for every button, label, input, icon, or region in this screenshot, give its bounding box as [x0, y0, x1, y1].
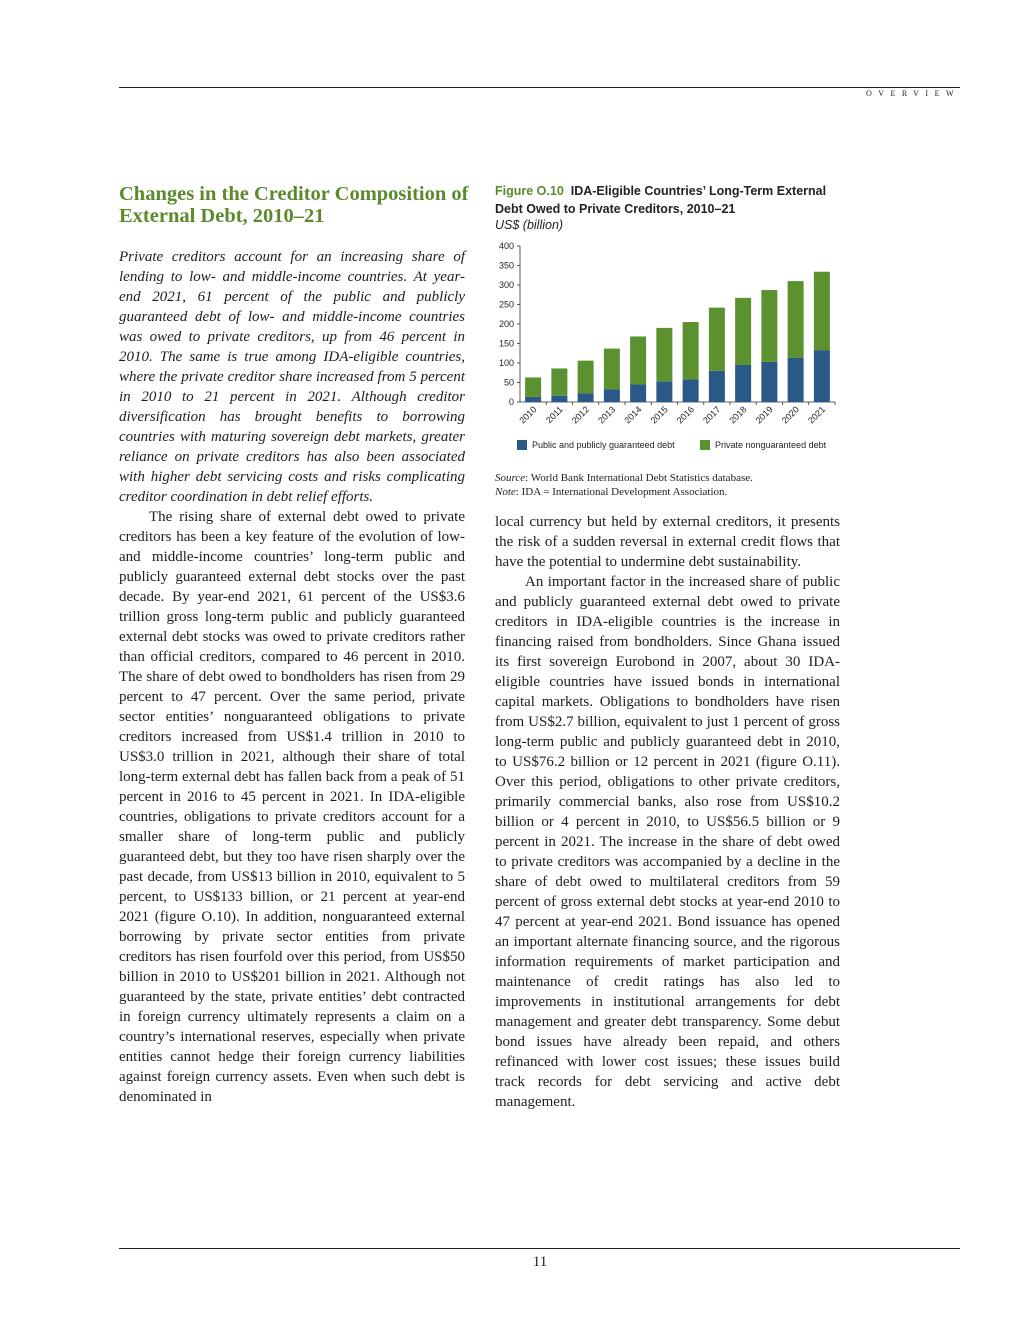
top-rule	[119, 87, 960, 88]
y-tick-label: 200	[498, 319, 514, 329]
bar-public-2017	[709, 371, 725, 402]
right-column	[495, 512, 840, 1112]
x-tick-label: 2010	[517, 404, 539, 426]
y-tick-label: 0	[508, 397, 514, 407]
figure-title-text: IDA-Eligible Countries’ Long-Term External Debt Owed to Private Creditors, 2010–21	[495, 184, 827, 216]
figure-unit: US$ (billion)	[495, 218, 564, 232]
figure-notes	[495, 471, 840, 499]
x-tick-label: 2013	[596, 404, 618, 426]
x-tick-label: 2011	[544, 404, 565, 426]
y-tick-label: 100	[498, 358, 514, 368]
legend-swatch	[517, 440, 527, 450]
bar-private-2015	[656, 328, 672, 381]
bar-public-2019	[761, 362, 777, 402]
x-tick-label: 2021	[806, 404, 828, 426]
figure-title	[495, 182, 840, 218]
bar-private-2011	[551, 368, 567, 395]
y-tick-label: 350	[498, 260, 514, 271]
bar-public-2010	[525, 397, 541, 402]
body-paragraph: The rising share of external debt owed to private creditors has been a key feature of the evolution of low- and middle-income countries’ long-term public and publicly guaranteed external debt stocks over the past decade. By year-end 2021, 61 percent of the US$3.6 trillion gross long-term public and publicly guaranteed external debt stocks was owed to private creditors rather than official creditors, compared to 46 percent in 2010. The share of debt owed to bondholders has risen from 29 percent to 47 percent. Over the same period, private sector entities’ nonguaranteed obligations to private creditors increased from US$1.4 trillion in 2010 to US$3.0 trillion in 2021, although their share of total long-term external debt has fallen back from a peak of 51 percent in 2016 to 45 percent in 2021. In IDA-eligible countries, obligations to private creditors account for a smaller share of long-term public and publicly guaranteed debt, but they too have risen sharply over the past decade, from US$13 billion in 2010, equivalent to 5 percent, to US$133 billion, or 21 percent at year-end 2021 (figure O.10). In addition, nonguaranteed external borrowing by private sector entities from private creditors has risen fourfold over this period, from US$50 billion in 2010 to US$201 billion in 2021. Although not guaranteed by the state, private entities’ debt contracted in foreign currency ultimately represents a claim on a country’s international reserves, especially when private entities cannot hedge their foreign currency liabilities against foreign currency assets. Even when such debt is denominated in	[119, 509, 465, 1105]
x-tick-label: 2020	[779, 404, 802, 426]
y-tick-label: 150	[498, 338, 514, 349]
bar-chart	[495, 236, 845, 466]
bar-private-2014	[630, 336, 646, 384]
x-tick-label: 2018	[727, 404, 749, 426]
section-heading: Changes in the Creditor Composition of External Debt, 2010–21	[119, 183, 469, 227]
bar-public-2015	[656, 381, 672, 402]
bar-public-2020	[788, 358, 804, 402]
intro-paragraph: Private creditors account for an increasing share of lending to low- and middle-income countries. At year-end 2021, 61 percent of the public and publicly guaranteed debt of low- and middle-income countries was owed to private creditors, up from 46 percent in 2010. The same is true among IDA-eligible countries, where the private creditor share increased from 5 percent in 2010 to 21 percent in 2021. Although creditor diversification has brought benefits to borrowing countries with maturing sovereign debt markets, greater reliance on private creditors has also been associated with higher debt servicing costs and risks complicating creditor coordination in debt relief efforts.	[119, 249, 465, 505]
bar-public-2016	[683, 379, 699, 402]
legend-swatch	[700, 440, 710, 450]
x-tick-label: 2016	[674, 404, 697, 426]
y-tick-label: 300	[498, 280, 514, 290]
bar-private-2013	[604, 349, 620, 390]
y-tick-label: 50	[503, 377, 514, 388]
legend-label: Private nonguaranteed debt	[715, 440, 827, 450]
bar-public-2021	[814, 350, 830, 402]
y-tick-label: 250	[498, 299, 514, 310]
body-paragraph-continued: local currency but held by external creditors, it presents the risk of a sudden reversal in external credit flows that have the potential to undermine debt sustainability.	[495, 514, 840, 570]
figure-label: Figure O.10	[495, 184, 564, 198]
page-number: 11	[532, 1254, 548, 1270]
bar-private-2012	[578, 361, 594, 394]
bar-public-2014	[630, 384, 646, 402]
y-tick-label: 400	[498, 241, 514, 251]
bar-private-2020	[788, 281, 804, 358]
bar-private-2019	[761, 290, 777, 362]
bar-public-2012	[578, 393, 594, 402]
bar-private-2010	[525, 377, 541, 397]
bar-public-2013	[604, 389, 620, 402]
left-column	[119, 247, 465, 1107]
legend-label: Public and publicly guaranteed debt	[532, 440, 675, 450]
bar-private-2016	[683, 322, 699, 379]
figure-source: Source: World Bank International Debt Statistics database.	[495, 472, 753, 484]
x-tick-label: 2019	[753, 404, 775, 426]
bar-private-2018	[735, 298, 751, 365]
x-tick-label: 2015	[648, 404, 670, 426]
figure-note: Note: IDA = International Development Association.	[495, 486, 728, 498]
running-head: OVERVIEW	[865, 89, 960, 98]
bar-private-2021	[814, 272, 830, 350]
bar-public-2011	[551, 396, 567, 402]
x-tick-label: 2012	[569, 404, 592, 426]
bottom-rule	[119, 1248, 960, 1249]
x-tick-label: 2014	[622, 404, 644, 426]
body-paragraph: An important factor in the increased share of public and publicly guaranteed external debt owed to private creditors in IDA-eligible countries is the increase in financing raised from bondholders. Since Ghana issued its first sovereign Eurobond in 2007, about 30 IDA-eligible countries have issued bonds in international capital markets. Obligations to bondholders have risen from US$2.7 billion, equivalent to just 1 percent of gross long-term public and publicly guaranteed debt in 2010, to US$76.2 billion or 12 percent in 2021 (figure O.11). Over this period, obligations to other private creditors, primarily commercial banks, also rose from US$10.2 billion or 4 percent in 2010, to US$56.5 billion or 9 percent in 2021. The increase in the share of debt owed to private creditors was accompanied by a decline in the share of debt owed to multilateral creditors from 59 percent of gross external debt stocks at year-end 2010 to 47 percent at year-end 2021. Bond issuance has opened an important alternate financing source, and the rigorous information requirements of market participation and maintenance of credit ratings has also led to improvements in institutional arrangements for debt management and greater debt transparency. Some debut bond issues have already been repaid, and others refinanced with lower cost issues; these issues build track records for debt servicing and active debt management.	[495, 574, 840, 1110]
x-tick-label: 2017	[701, 404, 723, 426]
bar-public-2018	[735, 365, 751, 402]
bar-private-2017	[709, 308, 725, 371]
